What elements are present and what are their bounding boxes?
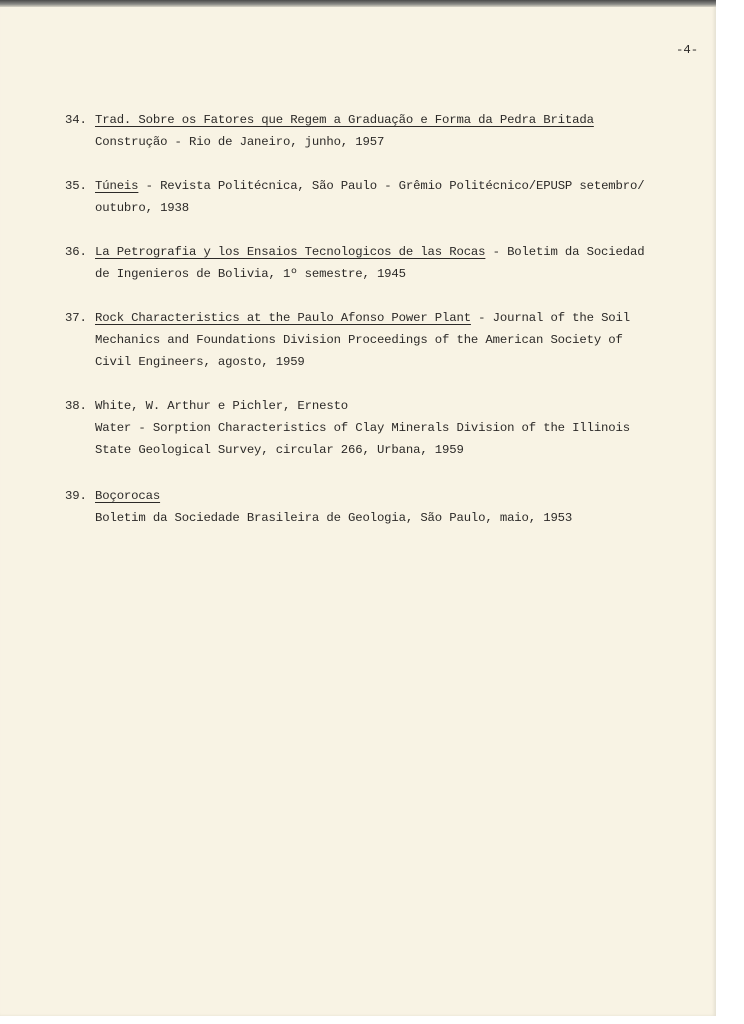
reference-authors: White, W. Arthur e Pichler, Ernesto <box>95 399 349 413</box>
reference-title: Boçorocas <box>95 489 161 503</box>
reference-text: de Ingenieros de Bolivia, 1º semestre, 1945 <box>95 267 406 281</box>
reference-text: - Revista Politécnica, São Paulo - Grêmio Politécnico/EPUSP setembro/ <box>138 179 645 193</box>
reference-text: Civil Engineers, agosto, 1959 <box>95 355 305 369</box>
reference-text: Construção - Rio de Janeiro, junho, 1957 <box>95 135 385 149</box>
reference-title: Trad. Sobre os Fatores que Regem a Graduação e Forma da Pedra Britada <box>95 113 594 127</box>
reference-number: 38. <box>65 399 87 413</box>
reference-text: State Geological Survey, circular 266, Urbana, 1959 <box>95 443 464 457</box>
reference-text: - Journal of the Soil <box>470 311 630 325</box>
reference-text: - Boletim da Sociedad <box>485 245 645 259</box>
reference-title: La Petrografia y los Ensaios Tecnologicos de las Rocas <box>95 245 486 259</box>
reference-number: 39. <box>65 489 87 503</box>
reference-number: 35. <box>65 179 87 193</box>
scan-top-edge <box>0 0 716 7</box>
reference-number: 37. <box>65 311 87 325</box>
reference-text: Mechanics and Foundations Division Proceedings of the American Society of <box>95 333 623 347</box>
reference-number: 34. <box>65 113 87 127</box>
reference-text: Boletim da Sociedade Brasileira de Geologia, São Paulo, maio, 1953 <box>95 511 573 525</box>
reference-text: outubro, 1938 <box>95 201 189 215</box>
reference-text: Water - Sorption Characteristics of Clay Minerals Division of the Illinois <box>95 421 630 435</box>
reference-number: 36. <box>65 245 87 259</box>
reference-title: Rock Characteristics at the Paulo Afonso Power Plant <box>95 311 471 325</box>
page-number: -4- <box>676 43 699 57</box>
reference-title: Túneis <box>95 179 139 193</box>
